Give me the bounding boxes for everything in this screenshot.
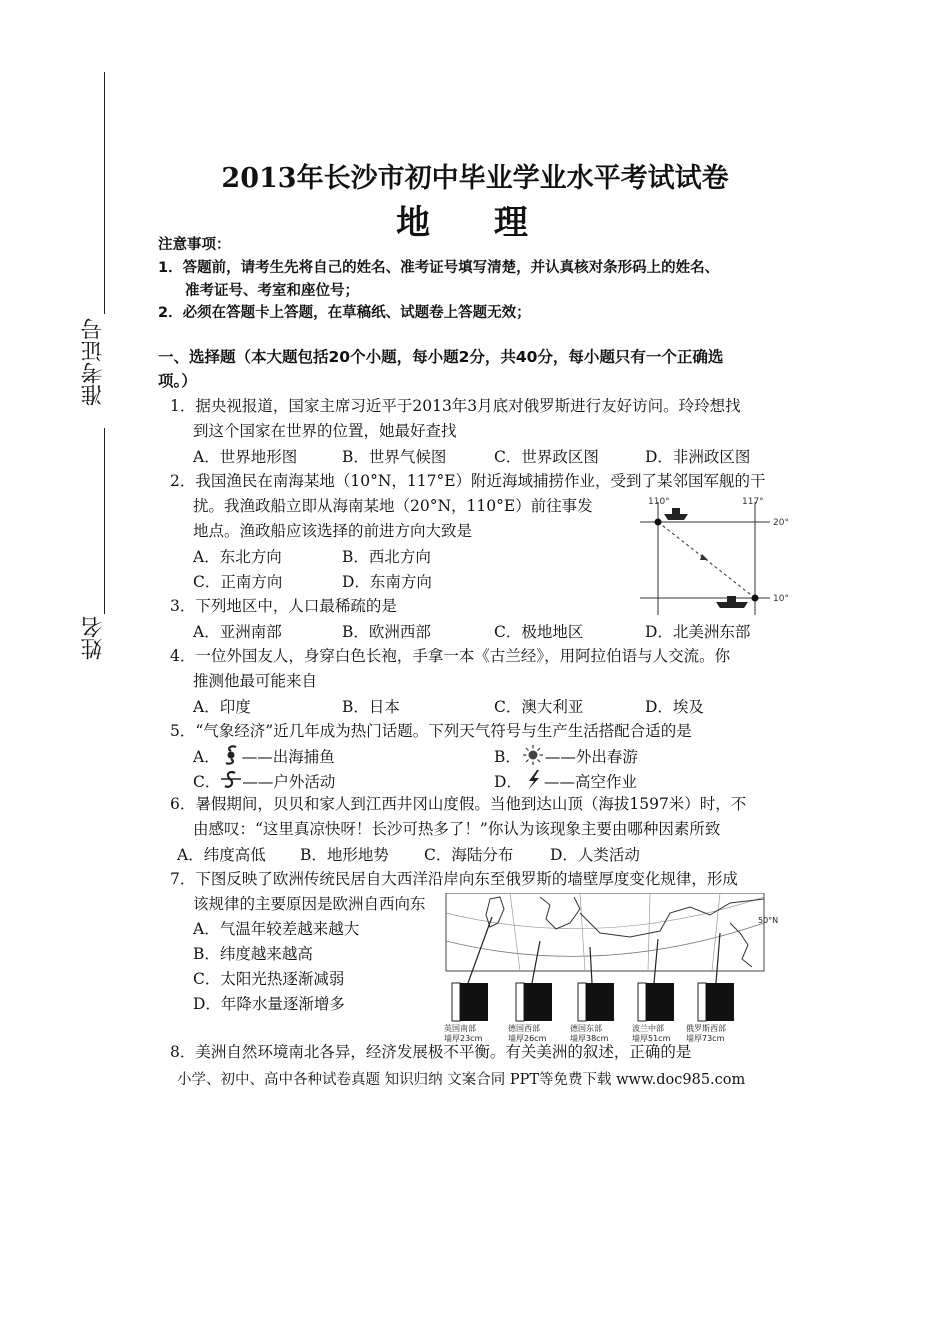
binding-line-middle [104,428,105,614]
wall-poland-central-icon [638,983,674,1021]
question-1-option-c[interactable]: C．世界政区图 [494,448,599,466]
question-3-option-c[interactable]: C．极地地区 [494,623,584,641]
question-4-stem-cont: 推测他最可能来自 [193,672,318,690]
exam-number-label: 准考证号 [81,318,106,406]
question-2-option-a[interactable]: A．东北方向 [193,548,282,566]
question-4-option-b[interactable]: B．日本 [342,698,400,716]
subject-title: 地 理 [396,203,554,243]
house-thick-germany-west: 墙厚26cm [508,1034,547,1043]
footer-text: 小学、初中、高中各种试卷真题 知识归纳 文案合同 PPT等免费下载 www.doc985.com [177,1072,746,1088]
lat-10-label: 10° [773,594,789,604]
exam-title: 2013年长沙市初中毕业学业水平考试试卷 [221,163,729,194]
option-b-letter: B． [494,748,521,766]
question-1-option-b[interactable]: B．世界气候图 [342,448,447,466]
end-point-icon [752,595,759,602]
sandstorm-icon [220,770,242,790]
question-3-option-a[interactable]: A．亚洲南部 [193,623,282,641]
question-5-option-b[interactable] [494,745,638,767]
notes-item-1: 1．答题前，请考生先将自己的姓名、准考证号填写清楚，并认真核对条形码上的姓名、 [158,260,720,276]
question-4-option-c[interactable]: C．澳大利亚 [494,698,584,716]
option-a-letter: A． [193,748,220,766]
question-2-option-b[interactable]: B．西北方向 [342,548,431,566]
question-5-option-a[interactable] [193,745,335,767]
name-label: 姓名 [81,616,106,660]
start-point-icon [655,519,662,526]
lightning-icon [522,770,544,790]
section-heading-cont: 项。） [158,372,197,390]
question-8-stem: 8．美洲自然环境南北各异，经济发展极不平衡。有关美洲的叙述，正确的是 [170,1043,692,1061]
question-7-stem: 7．下图反映了欧洲传统民居自大西洋沿岸向东至俄罗斯的墙壁厚度变化规律，形成 [170,870,738,888]
house-label-poland-central: 波兰中部 [632,1024,664,1033]
question-1-stem-cont: 到这个国家在世界的位置，她最好查找 [193,422,457,440]
question-3-option-b[interactable]: B．欧洲西部 [342,623,431,641]
question-4-option-a[interactable]: A．印度 [193,698,251,716]
house-label-germany-west: 德国西部 [508,1024,540,1033]
question-4-option-d[interactable]: D．埃及 [645,698,704,716]
question-1-stem: 1．据央视报道，国家主席习近平于2013年3月底对俄罗斯进行友好访问。玲玲想找 [170,397,741,415]
question-3-stem: 3．下列地区中，人口最稀疏的是 [170,597,397,615]
notes-item-1-cont: 准考证号、考室和座位号； [185,283,359,299]
question-2-option-c[interactable]: C．正南方向 [193,573,283,591]
question-5-stem: 5．“气象经济”近几年成为热门话题。下列天气符号与生产生活搭配合适的是 [170,722,692,740]
option-c-text: ——户外活动 [242,773,336,791]
question-6-stem: 6．暑假期间，贝贝和家人到江西井冈山度假。当他到达山顶（海拔1597米）时，不 [170,795,747,813]
option-d-letter: D． [494,773,522,791]
fishery-boat-icon [664,508,688,520]
question-7-stem-cont: 该规律的主要原因是欧洲自西向东 [193,895,426,913]
question-4-stem: 4．一位外国友人，身穿白色长袍，手拿一本《古兰经》，用阿拉伯语与人交流。你 [170,647,731,665]
question-6-option-a[interactable]: A．纬度高低 [177,846,266,864]
question-2-option-d[interactable]: D．东南方向 [342,573,432,591]
question-5-option-c[interactable] [193,770,335,792]
lat-20-label: 20° [773,518,789,528]
question-1-option-d[interactable]: D．非洲政区图 [645,448,751,466]
lon-110-label: 110° [648,497,670,507]
house-label-germany-east: 德国东部 [570,1024,602,1033]
question-6-option-c[interactable]: C．海陆分布 [424,846,514,864]
typhoon-icon [220,745,242,765]
question-2-stem: 2．我国渔民在南海某地（10°N，117°E）附近海域捕捞作业，受到了某邻国军舰的干 [170,472,766,490]
option-b-text: ——外出春游 [544,748,638,766]
house-thick-uk-south: 墙厚23cm [444,1034,483,1043]
direction-arrow-icon [700,554,708,560]
wall-russia-west-icon [698,983,734,1021]
question-2-stem-cont-2: 地点。渔政船应该选择的前进方向大致是 [193,522,473,540]
question-1-option-a[interactable]: A．世界地形图 [193,448,298,466]
question-6-option-d[interactable]: D．人类活动 [550,846,640,864]
house-thick-germany-east: 墙厚38cm [570,1034,609,1043]
wall-germany-west-icon [516,983,552,1021]
wall-uk-south-icon [452,983,488,1021]
question-2-map-figure [630,490,810,620]
question-3-option-d[interactable]: D．北美洲东部 [645,623,751,641]
house-label-russia-west: 俄罗斯西部 [686,1024,726,1033]
sunny-icon [521,745,545,765]
house-thick-russia-west: 墙厚73cm [686,1034,725,1043]
question-7-europe-figure [430,893,790,1043]
question-2-stem-cont: 扰。我渔政船立即从海南某地（20°N，110°E）前往事发 [193,497,593,515]
section-heading: 一、选择题（本大题包括20个小题，每小题2分，共40分，每小题只有一个正确选 [158,348,724,366]
notes-heading: 注意事项： [158,237,231,253]
question-7-option-c[interactable]: C．太阳光热逐渐减弱 [193,970,345,988]
lat-50n-label: 50°N [758,916,779,925]
wall-blocks [452,983,734,1021]
question-6-stem-cont: 由感叹：“这里真凉快呀！长沙可热多了！”你认为该现象主要由哪种因素所致 [193,820,721,838]
option-a-text: ——出海捕鱼 [241,748,335,766]
house-label-uk-south: 英国南部 [444,1024,476,1033]
option-d-text: ——高空作业 [543,773,637,791]
question-5-option-d[interactable] [494,770,637,792]
option-c-letter: C． [193,773,221,791]
house-thick-poland-central: 墙厚51cm [632,1034,671,1043]
wall-germany-east-icon [578,983,614,1021]
question-7-option-a[interactable]: A．气温年较差越来越大 [193,920,360,938]
lon-117-label: 117° [742,497,764,507]
question-7-option-b[interactable]: B．纬度越来越高 [193,945,313,963]
notes-item-2: 2．必须在答题卡上答题，在草稿纸、试题卷上答题无效； [158,305,531,321]
question-7-option-d[interactable]: D．年降水量逐渐增多 [193,995,345,1013]
question-6-option-b[interactable]: B．地形地势 [300,846,389,864]
